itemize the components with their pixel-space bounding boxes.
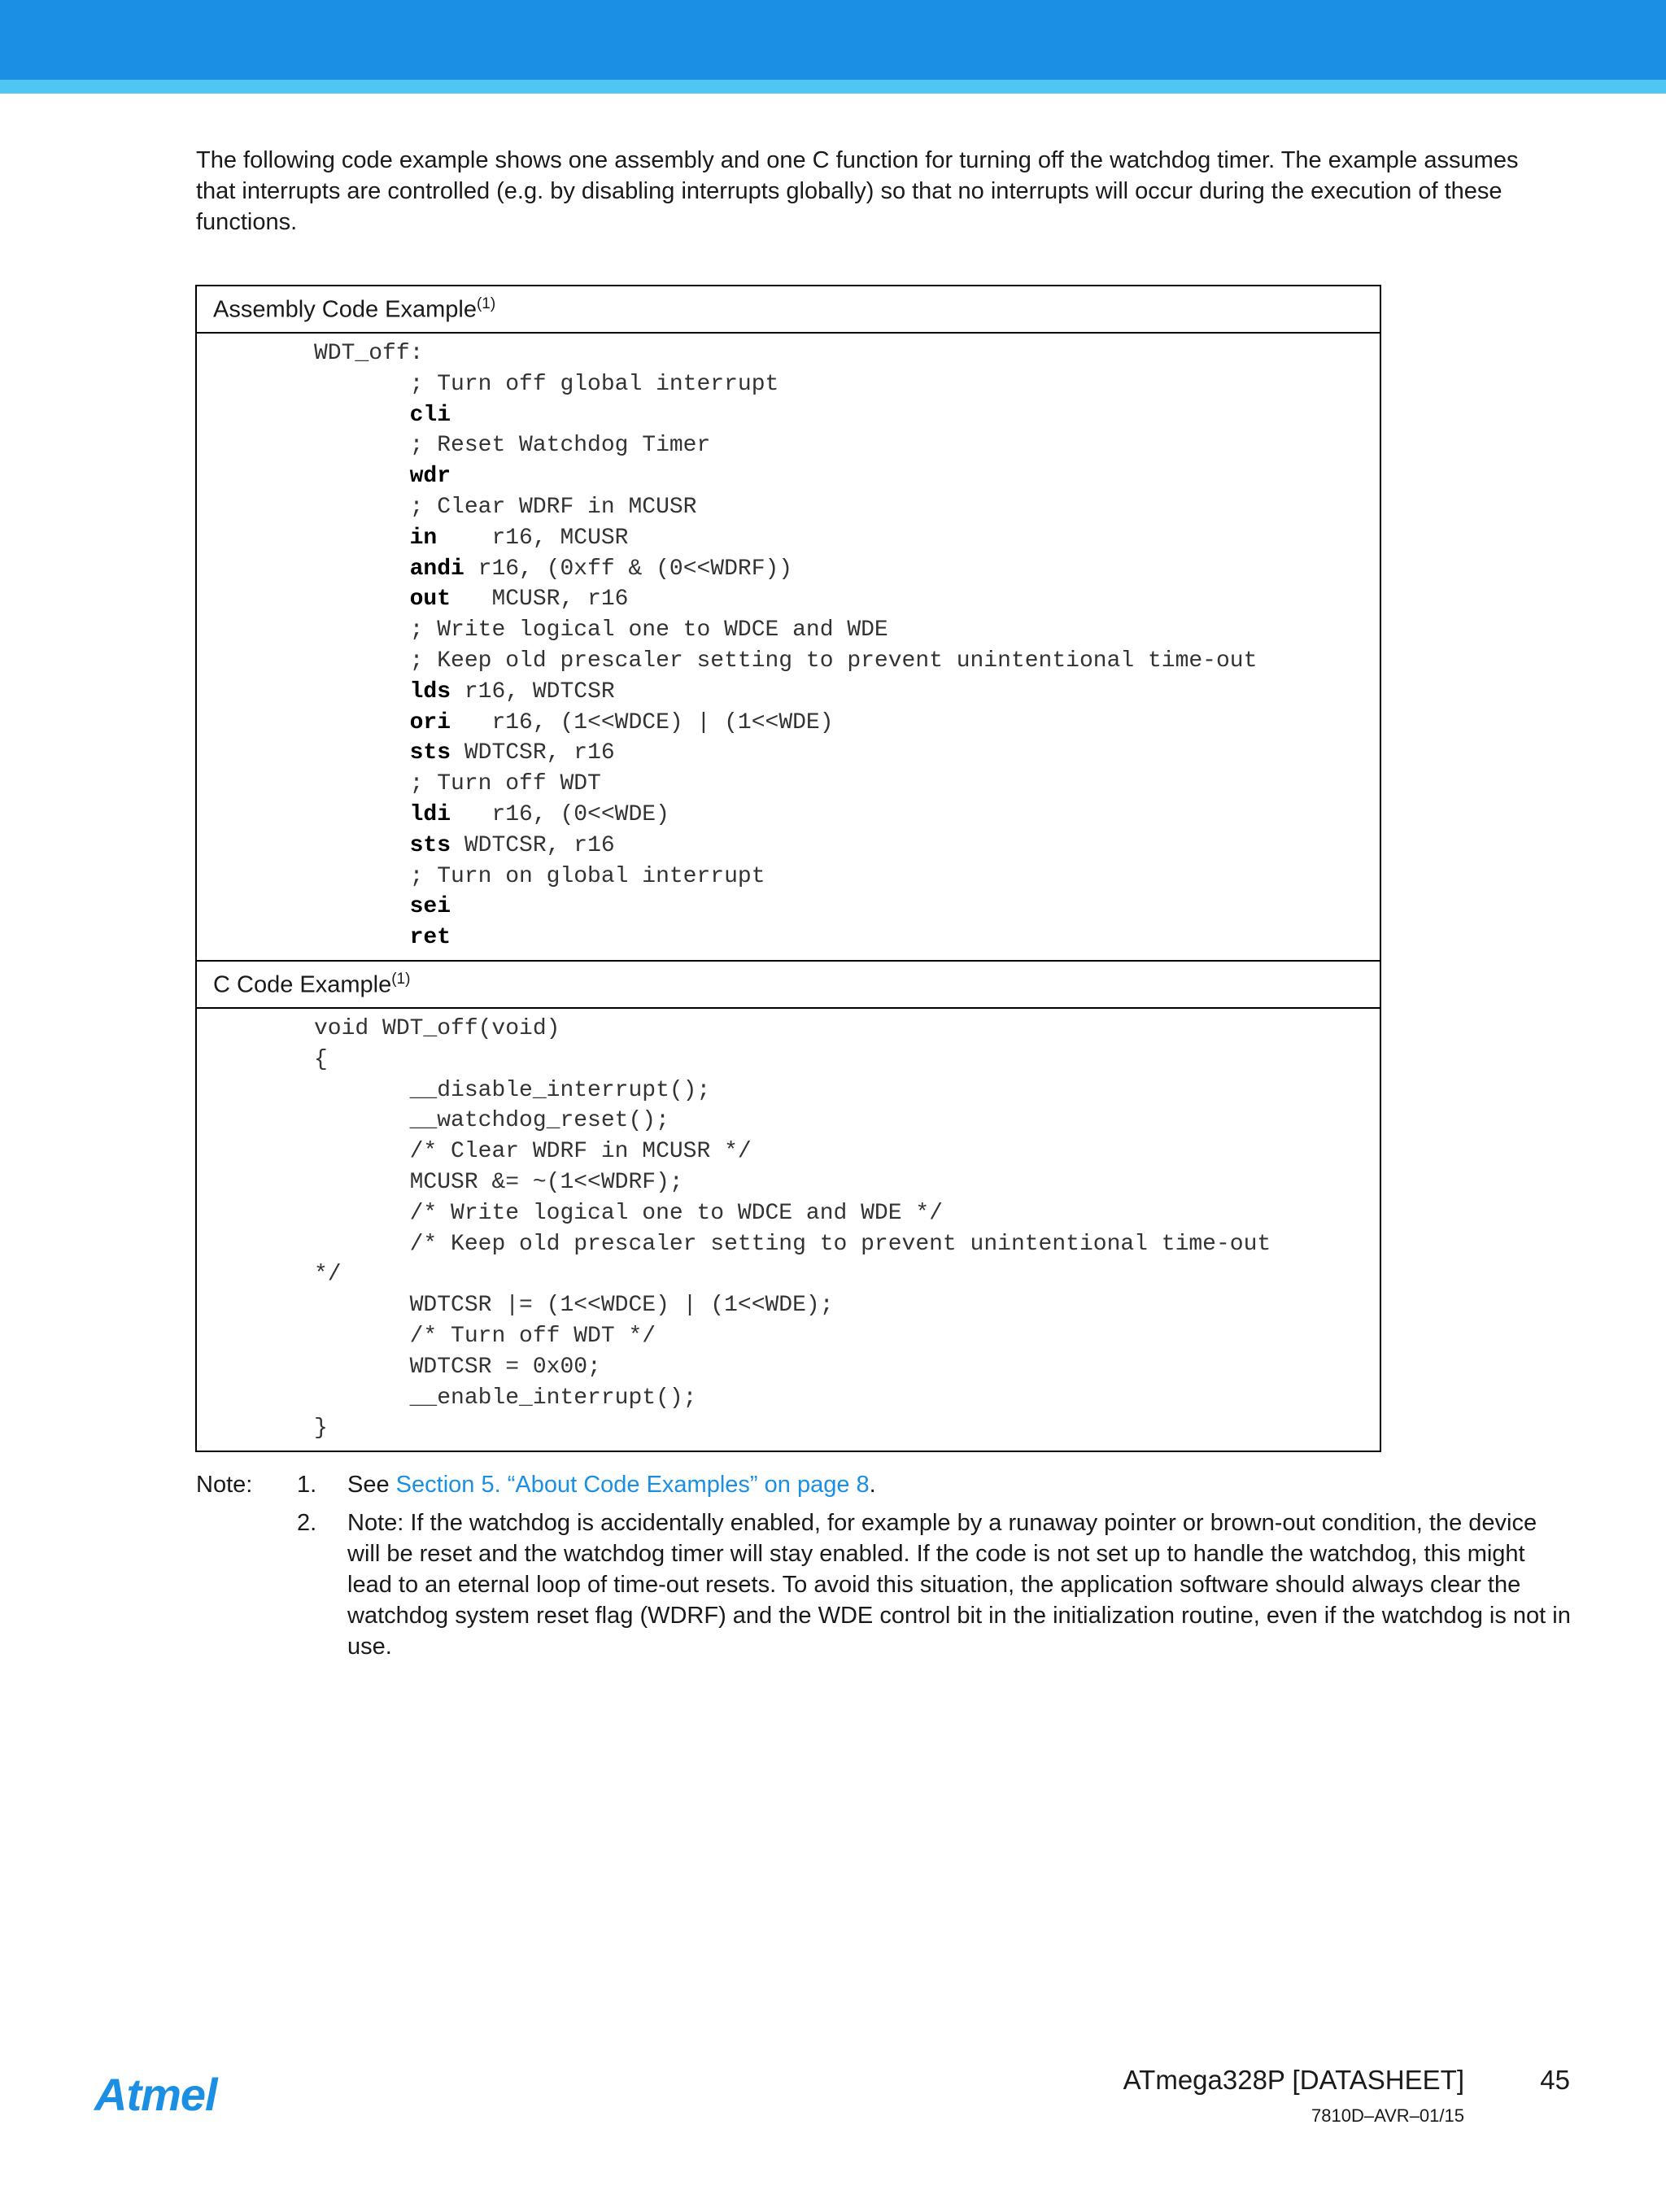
code-text: /* Write logical one to WDCE and WDE */ (409, 1200, 943, 1226)
note-number: 1. (297, 1472, 317, 1498)
code-line (314, 1383, 1380, 1414)
code-keyword: ldi (409, 801, 451, 827)
code-text: r16, (1<<WDCE) | (1<<WDE) (451, 709, 834, 735)
code-line (314, 1413, 1380, 1444)
code-text: /* Turn off WDT */ (409, 1323, 656, 1349)
assembly-code-block (196, 333, 1380, 961)
code-text: __watchdog_reset(); (409, 1108, 669, 1134)
code-line (314, 1075, 1380, 1106)
code-text: } (314, 1416, 328, 1442)
code-line (314, 615, 1380, 646)
notes-section (196, 1469, 1571, 1669)
c-code-block (196, 1008, 1380, 1451)
code-text: r16, (0<<WDE) (451, 801, 669, 827)
code-line (314, 1229, 1380, 1260)
code-text: /* Keep old prescaler setting to prevent unintentional time-out (409, 1231, 1271, 1257)
code-text: ; Turn off global interrupt (409, 371, 779, 397)
code-line (314, 831, 1380, 862)
code-text: ; Clear WDRF in MCUSR (409, 494, 697, 520)
code-keyword: lds (409, 678, 451, 705)
footer-title: ATmega328P [DATASHEET] (1123, 2065, 1464, 2095)
code-line (314, 1198, 1380, 1229)
code-text: r16, MCUSR (437, 525, 629, 551)
code-text: ; Turn off WDT (409, 771, 601, 797)
code-text: WDTCSR = 0x00; (409, 1354, 601, 1380)
code-text: r16, WDTCSR (451, 678, 615, 705)
code-keyword: ret (409, 925, 451, 951)
section-link[interactable]: Section 5. “About Code Examples” on page 8 (395, 1472, 870, 1498)
document-id: 7810D–AVR–01/15 (1311, 2105, 1464, 2126)
code-text: ; Write logical one to WDCE and WDE (409, 617, 888, 644)
code-keyword: cli (409, 402, 451, 428)
code-keyword: sts (409, 740, 451, 766)
code-examples-table (195, 285, 1381, 1452)
code-line (314, 646, 1380, 677)
c-code-header (196, 961, 1380, 1008)
code-keyword: in (409, 525, 438, 551)
code-line (314, 1137, 1380, 1167)
code-line (314, 1259, 1380, 1290)
code-text: */ (314, 1262, 342, 1288)
note-item (196, 1469, 1571, 1500)
note-label-spacer (196, 1507, 297, 1662)
code-keyword: sei (409, 894, 451, 920)
code-text: void WDT_off(void) (314, 1015, 560, 1041)
code-keyword: sts (409, 832, 451, 858)
code-text: WDTCSR, r16 (451, 740, 615, 766)
code-keyword: ori (409, 709, 451, 735)
intro-paragraph: The following code example shows one assembly and one C function for turning off the watchdog timer. The example assumes that interrupts are controlled (e.g. by disabling interrupts globally) so that no interrupts will occur during the execution of these functions. (196, 147, 1519, 235)
note-text: Note: If the watchdog is accidentally enabled, for example by a runaway pointer or brown-out condition, the device will be reset and the watchdog timer will stay enabled. If the code is not set up to handle the watchdog, this might lead to an eternal loop of time-out resets. To avoid this situation, the application software should always clear the watchdog system reset flag (WDRF) and the WDE control bit in the initialization routine, even if the watchdog is not in use. (347, 1510, 1571, 1660)
code-line (314, 1014, 1380, 1045)
header-stripe (0, 80, 1666, 94)
code-text: WDTCSR |= (1<<WDCE) | (1<<WDE); (409, 1293, 834, 1319)
code-text: WDTCSR, r16 (451, 832, 615, 858)
code-keyword: andi (409, 556, 464, 582)
note-suffix: . (869, 1472, 876, 1498)
code-line (314, 400, 1380, 431)
code-line (314, 584, 1380, 615)
assembly-title: Assembly Code Example (213, 296, 477, 323)
code-text: MCUSR, r16 (451, 587, 629, 613)
code-line (314, 800, 1380, 831)
assembly-header (196, 286, 1380, 333)
assembly-footnote: (1) (476, 294, 496, 312)
code-line (314, 1352, 1380, 1383)
code-line (314, 554, 1380, 585)
code-text: r16, (0xff & (0<<WDRF)) (464, 556, 793, 582)
code-line (314, 523, 1380, 554)
code-text: WDT_off: (314, 341, 424, 366)
code-line (314, 892, 1380, 923)
c-code-title: C Code Example (213, 971, 392, 998)
note-prefix: See (347, 1472, 396, 1498)
code-text: __disable_interrupt(); (409, 1077, 711, 1103)
code-line (314, 492, 1380, 523)
page-number: 45 (1540, 2065, 1570, 2095)
code-text: ; Keep old prescaler setting to prevent unintentional time-out (409, 648, 1258, 674)
code-text: /* Clear WDRF in MCUSR */ (409, 1139, 752, 1165)
code-line (314, 708, 1380, 739)
code-line (314, 862, 1380, 892)
note-label: Note: (196, 1472, 253, 1498)
code-line (314, 738, 1380, 769)
code-line (314, 338, 1380, 369)
code-text: ; Reset Watchdog Timer (409, 433, 711, 459)
code-line (314, 1106, 1380, 1137)
code-line (314, 461, 1380, 492)
code-line (314, 430, 1380, 461)
code-line (314, 1321, 1380, 1352)
code-text: { (314, 1046, 328, 1072)
c-code-footnote: (1) (391, 970, 411, 988)
code-line (314, 677, 1380, 708)
code-keyword: out (409, 587, 451, 613)
note-text (347, 1469, 1571, 1500)
header-band (0, 0, 1666, 80)
code-text: ; Turn on global interrupt (409, 863, 765, 889)
code-text: __enable_interrupt(); (409, 1385, 697, 1411)
note-item (196, 1507, 1571, 1662)
code-keyword: wdr (409, 464, 451, 490)
code-line (314, 923, 1380, 953)
code-text: MCUSR &= ~(1<<WDRF); (409, 1169, 683, 1195)
code-line (314, 369, 1380, 400)
code-line (314, 769, 1380, 800)
note-number: 2. (297, 1510, 317, 1536)
code-line (314, 1167, 1380, 1198)
atmel-logo: Atmel (94, 2069, 217, 2120)
code-line (314, 1045, 1380, 1075)
code-line (314, 1290, 1380, 1321)
